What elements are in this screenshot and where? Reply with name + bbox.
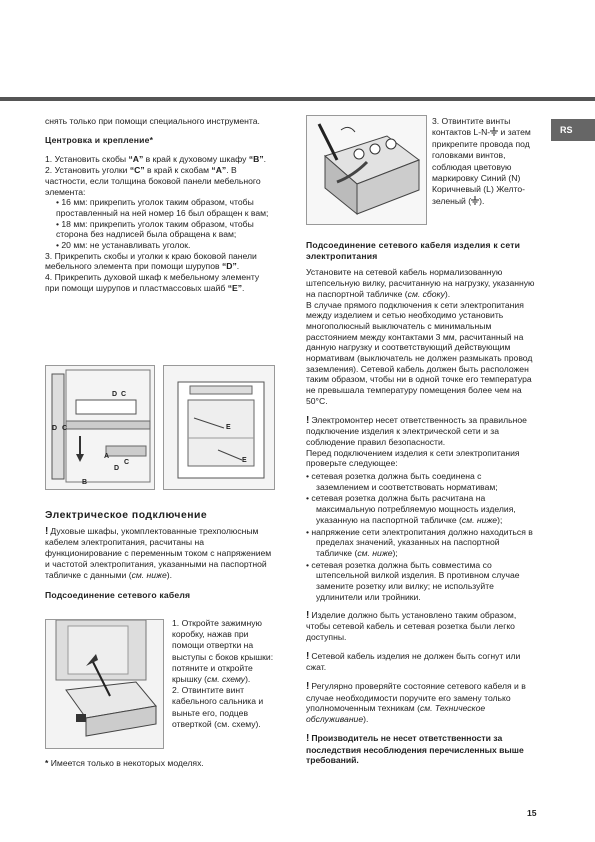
language-tab: RS <box>551 119 595 141</box>
warning-5: ! Производитель не несет ответственности за последствия несоблюдения перечисленных выше требований. <box>306 732 524 766</box>
label-c-top: C <box>121 391 127 398</box>
ground-icon <box>490 127 498 136</box>
cable-step-2: 2. Отвинтите винт кабельного сальника и выньте его, подцев отверткой (см. схему). <box>172 685 264 729</box>
electrical-section <box>45 503 277 610</box>
label-d-left: D <box>52 425 58 432</box>
step-3: 3. Прикрепить скобы и уголки к краю боковой панели мебельного элемента при помощи шурупов “D”. <box>45 250 257 272</box>
oven-figure <box>163 365 275 490</box>
cable-box-diagram <box>46 620 163 748</box>
terminal-instructions: 3. Отвинтите винты контактов L-N- и затем прикрепите провода под головками винтов, соблюдая цветовую маркировку Синий (N) Коричневый (L) Желто-зеленый ( ). <box>432 116 531 206</box>
step-4: 4. Прикрепить духовой шкаф к мебельному элементу при помощи шурупов и пластмассовых шайб “E”. <box>45 272 260 293</box>
left-column <box>45 116 275 298</box>
warning-icon: ! <box>306 414 310 426</box>
oven-diagram <box>164 366 274 489</box>
centering-steps <box>45 154 275 293</box>
label-c-low: C <box>124 459 130 466</box>
right-column <box>306 240 536 774</box>
label-d-low: D <box>114 465 120 472</box>
warning-4: ! Регулярно проверяйте состояние сетевого кабеля и в случае необходимости поручите его замену только уполномоченным техникам (см. Техническое обслуживание). <box>306 681 526 725</box>
terminal-diagram <box>307 116 426 224</box>
page-number: 15 <box>527 808 537 818</box>
bracket-figure <box>45 365 155 490</box>
terminal-figure <box>306 115 427 225</box>
sub-item-18: • 18 мм: прикрепить уголок таким образом, чтобы сторона без надписей была обращена к вам; <box>56 218 254 240</box>
connection-heading: Подсоединение сетевого кабеля изделия к сети электропитания <box>306 240 521 261</box>
check-2: • сетевая розетка должна быть расчитана на максимальную потребляемую мощность изделия, указанную на паспортной табличке (см. ниже); <box>306 493 516 525</box>
label-e-top: E <box>226 424 231 431</box>
connection-p2: В случае прямого подключения к сети электропитания между изделием и сетью необходимо установить многополюсный выключатель с минимальным расстоянием между контактами 3 мм, расчитанный на данную нагрузку и соответствующий действующим нормативам (выключатель не должен размыкать провод заземления). Сетевой кабель должен быть расположен таким образом, чтобы ни в одной точке его температура не превышала температуру помещения более чем на 50°C. <box>306 299 533 406</box>
cable-step-1: 1. Откройте зажимную коробку, нажав при помощи отвертки на выступы с боков крышки: потяните и откройте крышку (см. схему). <box>172 618 274 685</box>
warning-icon: ! <box>306 732 310 744</box>
intro-text: снять только при помощи специального инструмента. <box>45 116 260 126</box>
cable-heading: Подсоединение сетевого кабеля <box>45 590 191 601</box>
footnote: * Имеется только в некоторых моделях. <box>45 758 204 768</box>
warning-2: ! Изделие должно быть установлено таким образом, чтобы сетевой кабель и сетевая розетка были легко доступны. <box>306 609 517 642</box>
electrical-text: ! Духовые шкафы, укомплектованные трехполюсным кабелем электропитания, расчитаны на функционирование с переменным током с напряжением и частотой электропитания, указанными на паспортной табличке с данными (см. ниже). <box>45 525 272 580</box>
label-b: B <box>82 479 88 486</box>
warning-1: ! Электромонтер несет ответственность за правильное подключение изделия к электрической сети и за соблюдение правил безопасности. <box>306 414 527 447</box>
top-rule <box>0 97 595 101</box>
step-1: 1. Установить скобы “A” в край к духовому шкафу “B”. <box>45 154 267 165</box>
warning-icon: ! <box>306 681 310 693</box>
electrical-heading: Электрическое подключение <box>45 510 208 521</box>
check-4: • сетевая розетка должна быть совместима со штепсельной вилкой изделия. В противном случае замените розетку или вилку; не используйте удлинители или тройники. <box>306 559 520 602</box>
sub-item-20: • 20 мм: не устанавливать уголок. <box>56 240 191 251</box>
connection-p1: Установите на сетевой кабель нормализованную штепсельную вилку, расчитанную на нагрузку, указанную на паспортной табличке (см. сбоку). <box>306 267 535 299</box>
check-3: • напряжение сети электропитания должно находиться в пределах значений, указанных на паспортной табличке (см. ниже); <box>306 526 533 558</box>
label-e-bottom: E <box>242 457 247 464</box>
label-a: A <box>104 453 110 460</box>
centering-heading: Центровка и крепление* <box>45 134 154 145</box>
check-intro: Перед подключением изделия к сети электропитания проверьте следующее: <box>306 447 520 469</box>
label-c-left: C <box>62 425 68 432</box>
warning-icon: ! <box>306 609 310 621</box>
bracket-diagram <box>46 366 154 489</box>
cable-box-figure <box>45 619 164 749</box>
check-1: • сетевая розетка должна быть соединена с заземлением и соответствовать нормативам; <box>306 471 498 492</box>
warning-icon: ! <box>306 650 310 662</box>
warning-3: ! Сетевой кабель изделия не должен быть согнут или сжат. <box>306 650 521 673</box>
ground-icon <box>471 196 479 205</box>
sub-item-16: • 16 мм: прикрепить уголок таким образом, чтобы проставленный на ней номер 16 был обращен к вам; <box>56 197 269 218</box>
label-d-top: D <box>112 391 118 398</box>
step-2: 2. Установить уголки “C” в край к скобам “A”. В частности, если толщина боковой панели мебельного элемента: <box>45 165 261 197</box>
cable-steps <box>172 618 278 738</box>
warning-icon: ! <box>45 525 49 537</box>
